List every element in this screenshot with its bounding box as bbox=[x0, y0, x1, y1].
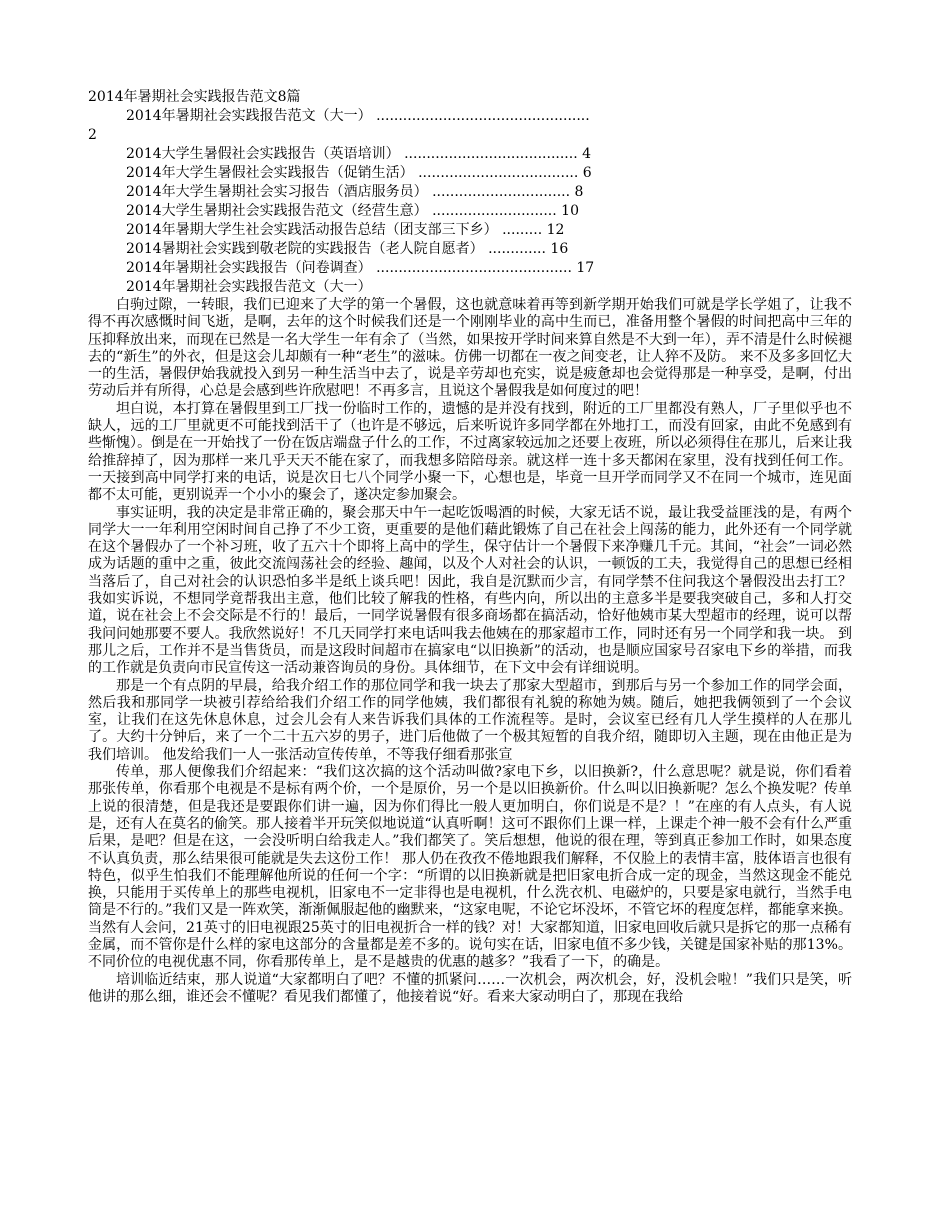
body-paragraph: 事实证明，我的决定是非常正确的，聚会那天中午一起吃饭喝酒的时候，大家无话不说，最让我受益匪浅的是，有两个同学大一一年利用空闲时间自己挣了不少工资，更重要的是他们藉此锻炼了自己在社会上闯荡的能力，此外还有一个同学就在这个暑假办了一个补习班，收了五六十个即将上高中的学生，保守估计一个暑假下来净赚几千元。其间，“社会”一词必然成为话题的重中之重，彼此交流闯荡社会的经验、趣闻，以及个人对社会的认识，一顿饭的工夫，我觉得自己的思想已经相当落后了，自己对社会的认识恐怕多半是纸上谈兵吧！因此，我自是沉默而少言，有同学禁不住问我这个暑假没出去打工？我如实诉说，不想同学竟帮我出主意，他们比较了解我的性格，有些内向，所以出的主意多半是要我突破自己，多和人打交道，说在社会上不会交际是不行的！最后，一同学说暑假有很多商场都在搞活动，恰好他姨市某大型超市的经理，说可以帮我问问她那要不要人。我欣然说好！不几天同学打来电话叫我去他姨在的那家超市工作，同时还有另一个同学和我一块。 到那儿之后，工作并不是当售货员，而是这段时间超市在搞家电“以旧换新”的活动，也是顺应国家号召家电下乡的举措，而我的工作就是负责向市民宣传这一活动兼咨询员的身份。具体细节，在下文中会有详细说明。 bbox=[88, 504, 852, 677]
toc-leader-dots: ......... bbox=[497, 222, 547, 238]
toc-page-number: 16 bbox=[550, 241, 569, 257]
toc-entry[interactable] bbox=[88, 240, 852, 259]
document-title: 2014年暑期社会实践报告范文8篇 bbox=[88, 89, 301, 105]
body-paragraph: 传单，那人便像我们介绍起来：“我们这次搞的这个活动叫做?家电下乡，以旧换新?，什么意思呢？就是说，你们看着那张传单，你看那个电视是不是标有两个价，一个是原价，另一个是以旧换新价。什么叫以旧换新呢？怎么个换发呢？传单上说的很清楚，但是我还是要跟你们讲一遍，因为你们得比一般人更加明白，你们说是不是？！”在座的有人点头，有人说是，还有人在莫名的偷笑。那人接着半开玩笑似地说道“认真听啊！这可不跟你们上课一样，上课走个神一般不会有什么严重后果，是吧？但是在这，一会没听明白给我走人。”我们都笑了。笑后想想，他说的很在理，等到真正参加工作时，如果态度不认真负责，那么结果很可能就是失去这份工作！ 那人仍在孜孜不倦地跟我们解释，不仅脸上的表情丰富，肢体语言也很有特色，似乎生怕我们不能理解他所说的任何一个字：“所谓的以旧换新就是把旧家电折合成一定的现金，当然这现金不能兑换，只能用于买传单上的那些电视机，旧家电不一定非得也是电视机，什么洗衣机、电磁炉的，只要是家电就行，当然手电筒是不行的。”我们又是一阵欢笑，渐渐佩服起他的幽默来，“这家电呢，不论它坏没坏，不管它坏的程度怎样，都能拿来换。当然有人会问，21英寸的旧电视跟25英寸的旧电视折合一样的钱？对！大家都知道，旧家电回收后就只是拆它的那一点稀有金属，而不管你是什么样的家电这部分的含量都是差不多的。说句实在话，旧家电值不多少钱，关键是国家补贴的那13%。不同价位的电视优惠不同，你看那传单上，是不是越贵的优惠的越多？”我看了一下，的确是。 bbox=[88, 764, 852, 971]
toc-page-number: 12 bbox=[546, 222, 565, 238]
toc-entry[interactable] bbox=[88, 107, 852, 145]
toc-entry-title: 2014年大学生暑期社会实习报告（酒店服务员） bbox=[126, 184, 428, 200]
document-page bbox=[88, 88, 852, 1006]
toc-entry[interactable] bbox=[88, 221, 852, 240]
toc-page-number: 4 bbox=[582, 146, 592, 162]
toc-entry[interactable] bbox=[88, 164, 852, 183]
toc-leader-dots: .................................... bbox=[413, 165, 583, 181]
toc-leader-dots: ................................................ bbox=[371, 108, 590, 124]
toc-entry-title: 2014大学生暑假社会实践报告（英语培训） bbox=[126, 146, 400, 162]
body-paragraph: 那是一个有点阴的早晨，给我介绍工作的那位同学和我一块去了那家大型超市，到那后与另一个参加工作的同学会面，然后我和那同学一块被引荐给给我们介绍工作的同学他姨，我们都很有礼貌的称她为姨。随后，她把我俩领到了一个会议室，让我们在这先休息休息，过会儿会有人来告诉我们具体的工作流程等。是时，会议室已经有几人学生摸样的人在那儿了。大约十分钟后，来了一个二十五六岁的男子，进门后他做了一个极其短暂的自我介绍，随即切入主题，现在由他正是为我们培训。 他发给我们一人一张活动宣传传单，不等我仔细看那张宣 bbox=[88, 677, 852, 763]
toc-entry-title: 2014大学生暑期社会实践报告范文（经营生意） bbox=[126, 203, 428, 219]
toc-entry-title: 2014年大学生暑假社会实践报告（促销生活） bbox=[126, 165, 414, 181]
body-text bbox=[88, 297, 852, 1006]
toc-entry-title: 2014年暑期大学生社会实践活动报告总结（团支部三下乡） bbox=[126, 222, 498, 238]
toc-entry-title: 2014暑期社会实践到敬老院的实践报告（老人院自愿者） bbox=[126, 241, 484, 257]
toc-entry[interactable] bbox=[88, 202, 852, 221]
toc-leader-dots: ............................................ bbox=[371, 260, 577, 276]
toc-entry-title: 2014年暑期社会实践报告（问卷调查） bbox=[126, 260, 372, 276]
toc-leader-dots: ............................ bbox=[427, 203, 562, 219]
toc-entry[interactable] bbox=[88, 183, 852, 202]
toc-page-number: 17 bbox=[576, 260, 595, 276]
toc-entry[interactable] bbox=[88, 259, 852, 278]
toc-page-number: 2 bbox=[88, 127, 97, 143]
toc-entry-title: 2014年暑期社会实践报告范文（大一） bbox=[126, 108, 372, 124]
toc-entry[interactable] bbox=[88, 145, 852, 164]
toc-leader-dots: ............................... bbox=[427, 184, 575, 200]
toc-page-number: 6 bbox=[582, 165, 592, 181]
toc-page-number: 8 bbox=[574, 184, 584, 200]
section-heading: 2014年暑期社会实践报告范文（大一） bbox=[126, 279, 372, 295]
toc-leader-dots: ....................................... bbox=[399, 146, 583, 162]
body-paragraph: 培训临近结束，那人说道“大家都明白了吧？不懂的抓紧问……一次机会，两次机会，好，没机会啦！”我们只是笑，听他讲的那么细，谁还会不懂呢？看见我们都懂了，他接着说“好。看来大家动明白了，那现在我给 bbox=[88, 971, 852, 1005]
toc-leader-dots: ............. bbox=[483, 241, 551, 257]
body-paragraph: 白驹过隙，一转眼，我们已迎来了大学的第一个暑假，这也就意味着再等到新学期开始我们可就是学长学姐了，让我不得不再次感慨时间飞逝，是啊，去年的这个时候我们还是一个刚刚毕业的高中生而已，准备用整个暑假的时间把高中三年的压抑释放出来，而现在已然是一名大学生一年有余了（当然，如果按开学时间来算自然是不大到一年），弄不清是什么时候褪去的“新生”的外衣，但是这会儿却颇有一种“老生”的滋味。仿佛一切都在一夜之间变老，让人猝不及防。 来不及多多回忆大一的生活，暑假伊始我就投入到另一种生活当中去了，说是辛劳却也充实，说是疲惫却也会觉得那是一种享受，是啊，付出劳动后并有所得，心总是会感到些许欣慰吧！不再多言，且说这个暑假我是如何度过的吧！ bbox=[88, 297, 852, 400]
body-paragraph: 坦白说，本打算在暑假里到工厂找一份临时工作的，遗憾的是并没有找到，附近的工厂里都没有熟人，厂子里似乎也不缺人，远的工厂里就更不可能找到活干了（也许是不够远，后来听说许多同学都在外地打工，而没有回家，由此不免感到有些惭愧）。倒是在一开始找了一份在饭店端盘子什么的工作，不过离家较远加之还要上夜班，所以必须得住在那儿，后来让我给推辞掉了，因为那样一来几乎天天不能在家了，而我想多陪陪母亲。就这样一连十多天都闲在家里，没有找到任何工作。 一天接到高中同学打来的电话，说是次日七八个同学小聚一下，心想也是，毕竟一旦开学而同学又不在同一个城市，连见面都不太可能，更别说弄一个小小的聚会了，遂决定参加聚会。 bbox=[88, 400, 852, 504]
table-of-contents bbox=[88, 107, 852, 278]
toc-page-number: 10 bbox=[561, 203, 579, 219]
